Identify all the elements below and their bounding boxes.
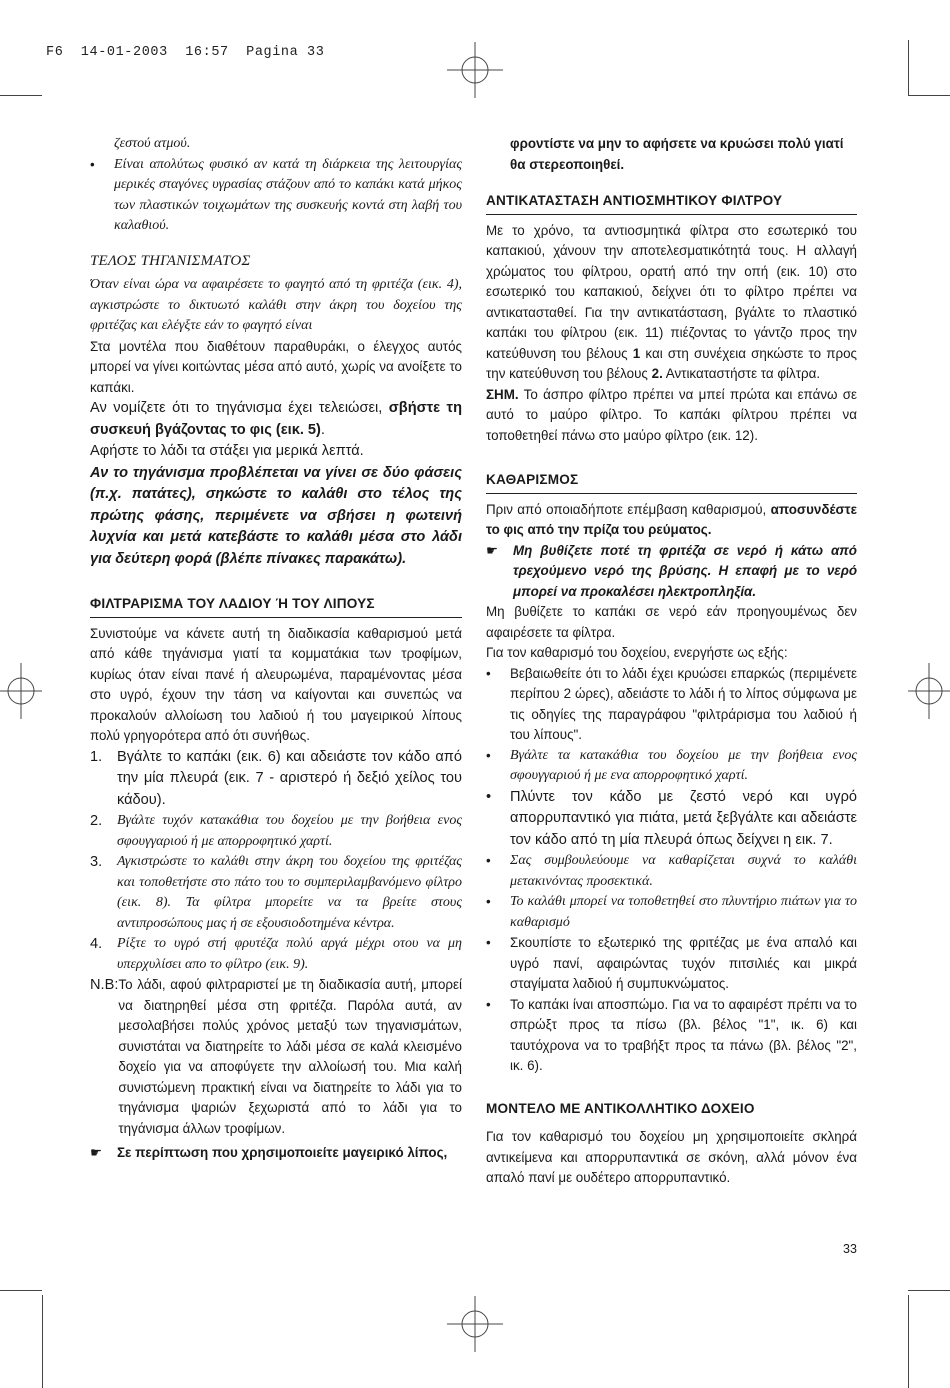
intro-continuation: ζεστού ατμού. bbox=[114, 136, 191, 151]
note-nb: N.B: Το λάδι, αφού φιλτραριστεί με τη διαδικασία αυτή, μπορεί να διατηρηθεί μέσα στη φριτέζα. Παρόλα αυτά, αν μεσολαβήσει πολύς χρόνος μεταξύ των τηγανισμάτων, συνιστάται να διατηρείτε το λάδι μέσα σε καλά κλεισμένο δοχείο για να αποφύγετε την αλλοίωσή του. Μια καλή συνιστώμενη πρακτική είναι να διατηρείτε το λάδι για το τηγάνισμα ψαριών ξεχωριστά από το λάδι για το τηγάνισμα άλλων τροφίμων. bbox=[90, 977, 462, 1136]
list-item: • Σας συμβουλεύουμε να καθαρίζεται συχνά το καλάθι μετακινόντας προσεκτικά. bbox=[486, 853, 857, 889]
list-item: • Είναι απολύτως φυσικό αν κατά τη διάρκεια της λειτουργίας μερικές σταγόνες υγρασίας στάζουν από το καπάκι κατά μήκος των πλαστικών τοιχωμάτων της συσκευής κοντά στη λαβή του καλαθιού. bbox=[90, 156, 462, 233]
section-title-nonstick-model: ΜΟΝΤΕΛΟ ΜΕ ΑΝΤΙΚΟΛΛΗΤΙΚΟ ΔΟΧΕΙΟ bbox=[486, 1100, 755, 1116]
list-item: • Το καλάθι μπορεί να τοποθετηθεί στο πλυντήριο πιάτων για το καθαρισμό bbox=[486, 894, 857, 930]
section-title-filtering: ΦΙΛΤΡΑΡΙΣΜΑ ΤΟΥ ΛΑΔΙΟΥ Ή ΤΟΥ ΛΙΠΟΥΣ bbox=[90, 594, 462, 618]
antiodour-p1: Με το χρόνο, τα αντιοσμητικά φίλτρα στο εσωτερικό του καπακιού, χάνουν την αποτελεσματικότητά τους. Η αλλαγή χρώματος του φίλτρου, ορατή από την οπή (εικ. 10) στο εσωτερικό του καπακιού, δείχνει ότι το φίλτρο πρέπει να αντικατασταθεί. Για την αντικατάσταση, βγάλτε το πλαστικό καπάκι του φίλτρου (εικ. 11) πιέζοντας το γάντζο προς την κατεύθυνση του βέλους 1 και στη συνέχεια σηκώστε το προς την κατεύθυνση του βέλους 2. Αντικαταστήστε τα φίλτρα. bbox=[486, 222, 857, 381]
registration-mark-bottom bbox=[447, 1296, 503, 1352]
registration-mark-left bbox=[0, 663, 42, 719]
cleaning-p1: Πριν από οποιαδήποτε επέμβαση καθαρισμού, αποσυνδέστε το φις από την πρίζα του ρεύματος. bbox=[486, 501, 857, 537]
list-item: • Βγάλτε τα κατακάθια του δοχείου με την βοήθεια ενος σφουγγαριού ή με ενα απορροφητικό χαρτί. bbox=[486, 747, 857, 783]
bullet-icon: • bbox=[486, 996, 491, 1012]
list-item: • Πλύντε τον κάδο με ζεστό νερό και υγρό απορρυπαντικό για πιάτα, μετά ξεβγάλτε και αδειάστε τον κάδο από τη μία πλευρά όπως δείχνει η εικ. 7. bbox=[486, 788, 857, 848]
fat-continuation: φροντίστε να μην το αφήσετε να κρυώσει πολύ γιατί θα στερεοποιηθεί. bbox=[510, 136, 844, 172]
registration-mark-top bbox=[447, 42, 503, 98]
list-item: • Σκουπίστε το εξωτερικό της φριτέζας με ένα απαλό και υγρό πανί, αφαιρώντας τυχόν πιτσιλιές και μικρά σταγίματα λαδιού ή συμπυκνώματος. bbox=[486, 935, 857, 991]
bullet-icon: • bbox=[486, 853, 491, 868]
left-column bbox=[90, 134, 462, 1164]
warning-fat: ☛ Σε περίπτωση που χρησιμοποιείτε μαγειρικό λίπος, bbox=[90, 1143, 462, 1164]
right-column bbox=[486, 134, 857, 1189]
section-title-cleaning: ΚΑΘΑΡΙΣΜΟΣ bbox=[486, 470, 857, 494]
end-frying-p5: Αν το τηγάνισμα προβλέπεται να γίνει σε δύο φάσεις (π.χ. πατάτες), σηκώστε το καλάθι στο τέλος της πρώτης φάσης, περιμένετε να σβήσει η φωτεινή λυχνία και μετά κατεβάστε το καλάθι μέσα στο λάδι για δεύτερη φορά (βλέπε πίνακες παρακάτω). bbox=[90, 464, 462, 567]
bullet-icon: • bbox=[486, 747, 491, 763]
list-item: 3. Αγκιστρώστε το καλάθι στην άκρη του δοχείου της φριτέζας και τοποθετήστε στο πάτο του το συμπεριλαμβανόμενο φίλτρο (εικ. 8). Τα φίλτρα μπορείτε να τα βρείτε στους αντιπροσώπους μας ή σε εξουσιοδοτημένα κέντρα. bbox=[90, 854, 462, 931]
bullet-icon: • bbox=[486, 665, 491, 681]
warning-water: ☛ Μη βυθίζετε ποτέ τη φριτέζα σε νερό ή κάτω από τρεχούμενο νερό της βρύσης. Η επαφή με το νερό μπορεί να προκαλέσει ηλεκτροπληξία. bbox=[486, 542, 857, 599]
bullet-icon: • bbox=[486, 788, 492, 805]
section-title-end-frying: ΤΕΛΟΣ ΤΗΓΑΝΙΣΜΑΤΟΣ bbox=[90, 252, 251, 269]
end-frying-p2: Στα μοντέλα που διαθέτουν παραθυράκι, ο έλεγχος αυτός μπορεί να γίνει κοιτώντας μέσα από αυτό, χωρίς να ανοίξετε το καπάκι. bbox=[90, 338, 462, 395]
hand-pointer-icon: ☛ bbox=[90, 1145, 103, 1160]
hand-pointer-icon: ☛ bbox=[486, 542, 499, 558]
list-item: • Βεβαιωθείτε ότι το λάδι έχει κρυώσει επαρκώς (περιμένετε περίπου 2 ώρες), αδειάστε το λάδι ή το λίπος σύμφωνα με τις οδηγίες της παραγράφου "φιλτράρισμα του λαδιού ή του λίπους". bbox=[486, 665, 857, 742]
list-item: 4. Ρίξτε το υγρό στή φρυτέζα πολύ αργά μέχρι οτου να μη υπερχυλίσει απο το φίλτρο (εικ. 9). bbox=[90, 936, 462, 972]
registration-mark-right bbox=[908, 663, 950, 719]
antiodour-note: ΣΗΜ. Το άσπρο φίλτρο πρέπει να μπεί πρώτα και επάνω σε αυτό το μαύρο φίλτρο. Το καπάκι φίλτρου πρέπει να τοποθετηθεί πάνω στο μαύρο φίλτρο (εικ. 12). bbox=[486, 386, 858, 443]
print-header: F6 14-01-2003 16:57 Pagina 33 bbox=[46, 45, 325, 60]
end-frying-p1: Όταν είναι ώρα να αφαιρέσετε το φαγητό από τη φριτέζα (εικ. 4), αγκιστρώστε το δικτυωτό καλάθι στην άκρη του δοχείου της φριτέζας και ελέγξτε εάν το φαγητό είναι bbox=[90, 277, 462, 333]
end-frying-p4: Αφήστε το λάδι τα στάξει για μερικά λεπτά. bbox=[90, 443, 364, 459]
bullet-icon: • bbox=[90, 156, 95, 172]
list-item: 1. Βγάλτε το καπάκι (εικ. 6) και αδειάστε τον κάδο από την μία πλευρά (εικ. 7 - αριστερό ή δεξιό χείλος του κάδου). bbox=[90, 748, 462, 808]
list-item: • Το καπάκι ίναι αποσπώμο. Για να το αφαιρέστ πρέπι να το σπρώξτ προς τα πίσω (βλ. βέλος "1", ικ. 6) και ταυτόχρονα να το τραβήξτ προς τα πάνω (βλ. βέλος "2", ικ. 6). bbox=[486, 996, 857, 1073]
list-item: 2. Βγάλτε τυχόν κατακάθια του δοχείου με την βοήθεια ενος σφουγγαριού ή με απορροφητικό χαρτί. bbox=[90, 813, 462, 849]
cleaning-p2: Μη βυθίζετε το καπάκι σε νερό εάν προηγουμένως δεν αφαιρέσετε τα φίλτρα. bbox=[486, 604, 857, 640]
bullet-icon: • bbox=[486, 894, 491, 909]
end-frying-p3: Αν νομίζετε ότι το τηγάνισμα έχει τελειώσει, σβήστε τη συσκευή βγάζοντας το φις (εικ. 5). bbox=[90, 400, 462, 438]
section-title-antiodour-filter: ΑΝΤΙΚΑΤΑΣΤΑΣΗ ΑΝΤΙΟΣΜΗΤΙΚΟΥ ΦΙΛΤΡΟΥ bbox=[486, 191, 857, 215]
page-number: 33 bbox=[843, 1242, 857, 1256]
bullet-icon: • bbox=[486, 935, 491, 950]
cleaning-p3: Για τον καθαρισμό του δοχείου, ενεργήστε ως εξής: bbox=[486, 645, 788, 660]
nonstick-p1: Για τον καθαρισμό του δοχείου μη χρησιμοποιείτε σκληρά αντικείμενα και απορρυπαντικά σε σκόνη, αλλά μόνον ένα απαλό πανί με ουδέτερο απορρυπαντικό. bbox=[486, 1129, 857, 1185]
filtering-p1: Συνιστούμε να κάνετε αυτή τη διαδικασία καθαρισμού μετά από κάθε τηγάνισμα γιατί τα κομματάκια των τροφίμων, κυρίως όταν είναι πανέ ή αλευρωμένα, παραμένοντας μέσα στο υγρό, έχουν την τάση να καίγονται και συνεπώς να προκαλούν αλλοίωση του λαδιού ή του μαγειρικού λίπους πολύ γρηγορότερα από ότι συνήθως. bbox=[90, 625, 462, 743]
